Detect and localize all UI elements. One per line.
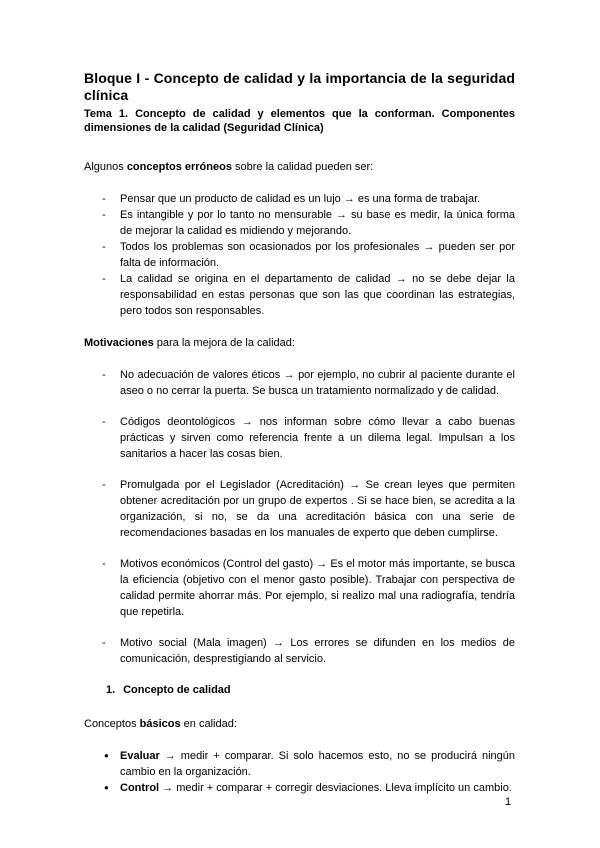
list-item: - Es intangible y por lo tanto no mensurable → su base es medir, la única forma de mejorar la calidad es midiendo y mejorando. [84,207,515,239]
list-item: - Motivos económicos (Control del gasto) → Es el motor más importante, se busca la eficiencia (objetivo con el menor gasto posible). Trabajar con perspectiva de calidad permite ahorrar más. Por ejemplo, si realizo mal una radiografía, tendría que repetirla. [84,556,515,620]
list-item: - Pensar que un producto de calidad es un lujo → es una forma de trabajar. [84,191,515,207]
intro-bold: conceptos erróneos [126,161,232,173]
term-definition: → medir + comparar + corregir desviaciones. Lleva implícito un cambio. [159,782,512,794]
misconceptions-list [84,191,515,319]
motivations-bold: Motivaciones [84,337,154,349]
page-number: 1 [505,796,512,808]
motivations-after: para la mejora de la calidad: [153,337,295,349]
term: Control [120,782,160,794]
basics-before: Conceptos [84,718,140,730]
basics-after: en calidad: [180,718,237,730]
intro-after: sobre la calidad pueden ser: [231,161,374,173]
list-item [84,748,515,780]
page-content [84,70,515,796]
intro-before: Algunos [84,161,127,173]
basics-intro [84,716,515,732]
motivations-list [84,367,515,667]
misconceptions-intro [84,159,515,175]
motivations-intro [84,335,515,351]
list-item: - La calidad se origina en el departamento de calidad → no se debe dejar la responsabilidad en estas personas que son las que coordinan las estrategias, pero todos son responsables. [84,271,515,319]
section-label: Concepto de calidad [123,684,231,696]
basics-list [84,748,515,796]
list-item: - Promulgada por el Legislador (Acreditación) → Se crean leyes que permiten obtener acreditación por un grupo de expertos . Si se hace bien, se acredita a la organización, si no, se da una acreditación básica con una serie de recomendaciones basadas en los manuales de experto que deben cumplirse. [84,477,515,541]
page-title: Bloque I - Concepto de calidad y la importancia de la seguridad clínica [84,70,515,103]
list-item [84,780,515,796]
list-item: - Todos los problemas son ocasionados por los profesionales → pueden ser por falta de información. [84,239,515,271]
term-definition: → medir + comparar. Si solo hacemos esto, no se producirá ningún cambio en la organización. [120,750,515,778]
list-item: - Códigos deontológicos → nos informan sobre cómo llevar a cabo buenas prácticas y sirven como referencia frente a un dilema legal. Impulsan a los sanitarios a hacer las cosas bien. [84,414,515,462]
basics-bold: básicos [139,718,181,730]
list-item: - Motivo social (Mala imagen) → Los errores se difunden en los medios de comunicación, desprestigiando al servicio. [84,635,515,667]
section-number: 1. [106,684,116,696]
list-item: - No adecuación de valores éticos → por ejemplo, no cubrir al paciente durante el aseo o no cerrar la puerta. Se busca un tratamiento normalizado y de calidad. [84,367,515,399]
topic-subtitle: Tema 1. Concepto de calidad y elementos que la conforman. Componentes dimensiones de la calidad (Seguridad Clínica) [84,108,515,134]
term: Evaluar [120,750,160,762]
section-heading [84,682,515,698]
